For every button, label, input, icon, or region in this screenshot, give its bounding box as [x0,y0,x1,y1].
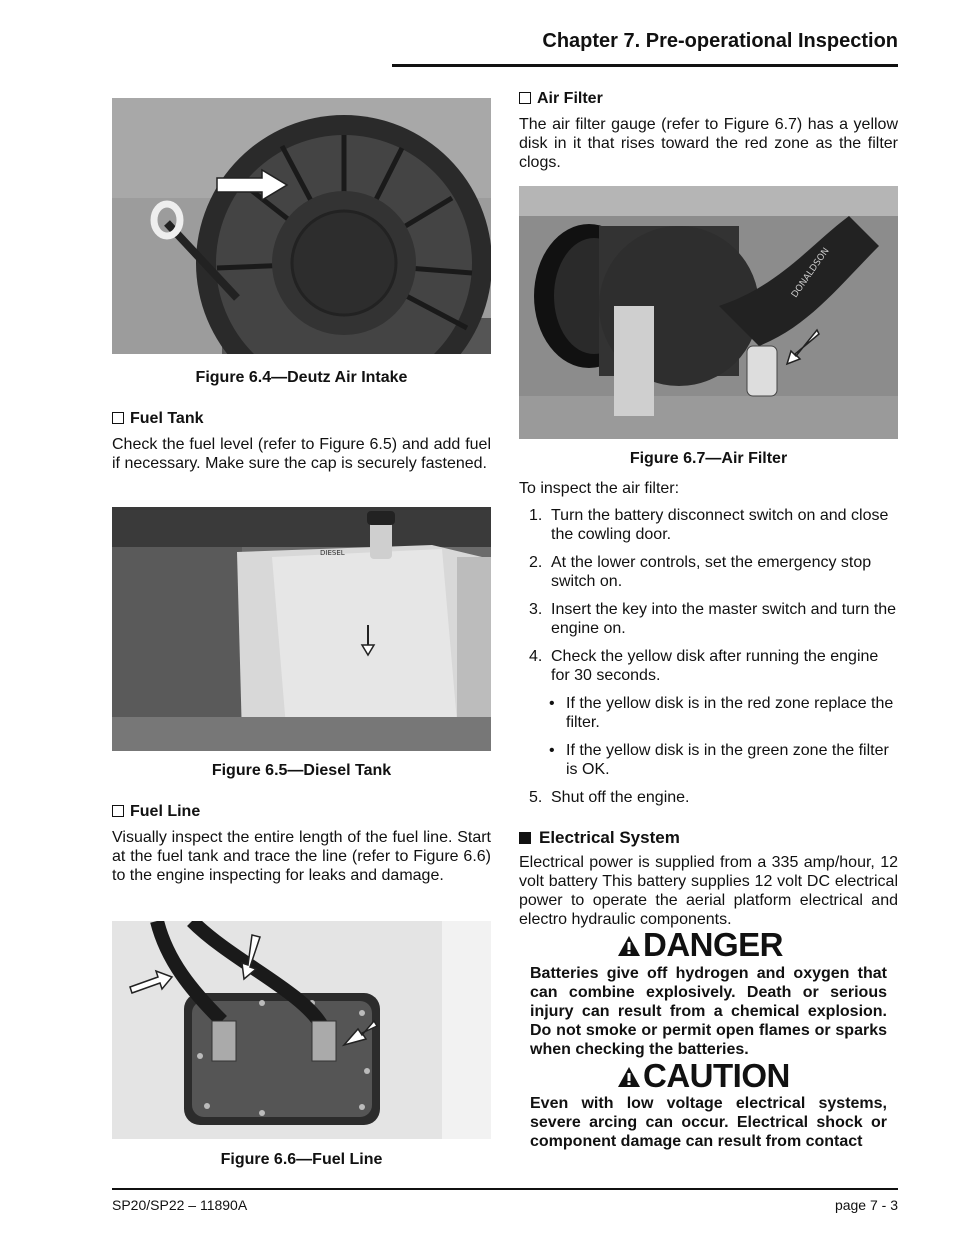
donaldson-label: DONALDSON [789,246,832,300]
danger-text: Batteries give off hydrogen and oxygen that can combine explosively. Death or serious injury can result from a chemical explosion. Do not smoke or permit open flames or sparks when checking the batteries. [530,965,887,1058]
footer-model: SP20/SP22 – 11890A [112,1197,248,1213]
page-number: page 7 - 3 [834,1197,898,1213]
caution-signal-word: CAUTION [617,1057,790,1095]
list-item: 5. Shut off the engine. [529,789,690,806]
danger-signal-word: DANGER [617,926,783,964]
chapter-title: Chapter 7. Pre-operational Inspection [542,30,898,52]
figure-6-7-photo [519,186,898,439]
checkbox-icon [112,412,124,424]
checkbox-icon [112,805,124,817]
list-item: 3. Insert the key into the master switch and turn the engine on. [529,601,897,637]
diesel-label: DIESEL [320,549,345,557]
electrical-system-text: Electrical power is supplied from a 335 amp/hour, 12 volt battery This battery supplies 12 volt DC electrical power to operate the aerial platform electrical and electro hydraulic components. [519,854,898,928]
figure-6-6-photo [112,921,491,1139]
air-filter-text: The air filter gauge (refer to Figure 6.7) has a yellow disk in it that rises toward the red zone as the filter clogs. [519,116,898,171]
air-filter-heading: Air Filter [519,90,603,108]
figure-6-5-photo [112,507,491,751]
header-rule [392,64,898,67]
list-item: • If the yellow disk is in the red zone replace the filter. [549,695,894,731]
warning-triangle-icon [617,934,641,958]
figure-6-7-caption: Figure 6.7—Air Filter [629,450,788,467]
fuel-line-heading: Fuel Line [112,803,200,821]
list-item: • If the yellow disk is in the green zone the filter is OK. [549,742,889,778]
figure-6-5-caption: Figure 6.5—Diesel Tank [211,762,392,779]
checkbox-icon [519,92,531,104]
footer-rule [112,1188,898,1190]
fuel-tank-heading: Fuel Tank [112,410,204,428]
procedure-steps [519,506,898,816]
list-item: 2. At the lower controls, set the emergency stop switch on. [529,554,872,590]
square-bullet-icon [519,832,531,844]
fuel-line-text: Visually inspect the entire length of the fuel line. Start at the fuel tank and trace the line (refer to Figure 6.6) to the engine inspecting for leaks and damage. [112,829,491,884]
figure-6-4-photo [112,98,491,354]
list-item: 4. Check the yellow disk after running the engine for 30 seconds. [529,648,879,684]
figure-6-4-caption: Figure 6.4—Deutz Air Intake [195,369,408,386]
electrical-system-heading: Electrical System [519,828,680,848]
list-item: 1. Turn the battery disconnect switch on and close the cowling door. [529,507,889,543]
fuel-tank-text: Check the fuel level (refer to Figure 6.5) and add fuel if necessary. Make sure the cap is securely fastened. [112,436,491,472]
warning-triangle-icon [617,1065,641,1089]
figure-6-6-caption: Figure 6.6—Fuel Line [220,1151,383,1168]
caution-text: Even with low voltage electrical systems, severe arcing can occur. Electrical shock or component damage can result from contact [530,1095,887,1150]
procedure-intro: To inspect the air filter: [519,480,680,497]
